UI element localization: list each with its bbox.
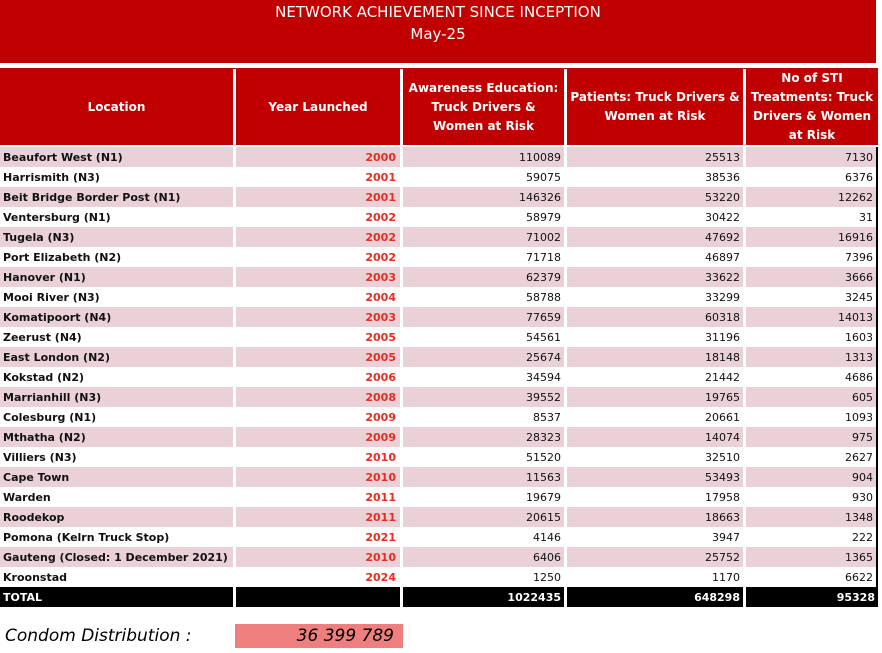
cell-awareness: 51520 (403, 447, 567, 467)
cell-location: Beit Bridge Border Post (N1) (0, 187, 236, 207)
cell-location: Komatipoort (N4) (0, 307, 236, 327)
cell-patients: 19765 (567, 387, 746, 407)
cell-location: Tugela (N3) (0, 227, 236, 247)
total-sti: 95328 (746, 587, 878, 607)
cell-sti: 605 (746, 387, 878, 407)
cell-year: 2005 (236, 347, 403, 367)
table-row (0, 407, 878, 427)
cell-awareness: 58979 (403, 207, 567, 227)
cell-location: Hanover (N1) (0, 267, 236, 287)
col-patients: Patients: Truck Drivers & Women at Risk (567, 69, 746, 147)
cell-location: Kroonstad (0, 567, 236, 587)
cell-awareness: 11563 (403, 467, 567, 487)
condom-label: Condom Distribution : (5, 626, 192, 646)
col-sti: No of STI Treatments: Truck Drivers & Women at Risk (746, 69, 878, 147)
achievement-table (0, 69, 878, 607)
total-patients: 648298 (567, 587, 746, 607)
cell-awareness: 4146 (403, 527, 567, 547)
table-row (0, 227, 878, 247)
cell-awareness: 20615 (403, 507, 567, 527)
cell-awareness: 71718 (403, 247, 567, 267)
condom-value: 36 399 789 (235, 624, 403, 648)
cell-patients: 30422 (567, 207, 746, 227)
cell-location: Villiers (N3) (0, 447, 236, 467)
table-row (0, 147, 878, 167)
table-row (0, 487, 878, 507)
cell-year: 2024 (236, 567, 403, 587)
cell-sti: 1348 (746, 507, 878, 527)
cell-patients: 53220 (567, 187, 746, 207)
total-label: TOTAL (0, 587, 236, 607)
cell-awareness: 19679 (403, 487, 567, 507)
cell-patients: 14074 (567, 427, 746, 447)
cell-location: Ventersburg (N1) (0, 207, 236, 227)
title-banner (0, 0, 876, 63)
table-row (0, 547, 878, 567)
cell-year: 2010 (236, 467, 403, 487)
cell-year: 2002 (236, 227, 403, 247)
cell-sti: 1603 (746, 327, 878, 347)
cell-awareness: 110089 (403, 147, 567, 167)
cell-year: 2009 (236, 427, 403, 447)
cell-year: 2009 (236, 407, 403, 427)
cell-patients: 47692 (567, 227, 746, 247)
cell-patients: 25513 (567, 147, 746, 167)
cell-year: 2021 (236, 527, 403, 547)
cell-year: 2010 (236, 447, 403, 467)
cell-sti: 1093 (746, 407, 878, 427)
cell-patients: 33299 (567, 287, 746, 307)
col-location: Location (0, 69, 236, 147)
header-row (0, 69, 878, 147)
cell-patients: 25752 (567, 547, 746, 567)
cell-location: Marrianhill (N3) (0, 387, 236, 407)
cell-location: Pomona (Kelrn Truck Stop) (0, 527, 236, 547)
cell-year: 2010 (236, 547, 403, 567)
cell-year: 2003 (236, 267, 403, 287)
table-body (0, 147, 878, 607)
cell-sti: 31 (746, 207, 878, 227)
cell-sti: 7130 (746, 147, 878, 167)
table-row (0, 287, 878, 307)
cell-awareness: 6406 (403, 547, 567, 567)
cell-awareness: 39552 (403, 387, 567, 407)
cell-sti: 3245 (746, 287, 878, 307)
total-row (0, 587, 878, 607)
cell-location: East London (N2) (0, 347, 236, 367)
cell-patients: 17958 (567, 487, 746, 507)
cell-location: Cape Town (0, 467, 236, 487)
cell-location: Kokstad (N2) (0, 367, 236, 387)
cell-year: 2002 (236, 207, 403, 227)
cell-awareness: 62379 (403, 267, 567, 287)
cell-patients: 32510 (567, 447, 746, 467)
cell-sti: 975 (746, 427, 878, 447)
cell-patients: 1170 (567, 567, 746, 587)
cell-patients: 60318 (567, 307, 746, 327)
cell-year: 2001 (236, 167, 403, 187)
cell-sti: 930 (746, 487, 878, 507)
cell-sti: 7396 (746, 247, 878, 267)
table-row (0, 327, 878, 347)
cell-location: Colesburg (N1) (0, 407, 236, 427)
cell-patients: 33622 (567, 267, 746, 287)
cell-awareness: 25674 (403, 347, 567, 367)
cell-patients: 3947 (567, 527, 746, 547)
table-row (0, 307, 878, 327)
cell-patients: 20661 (567, 407, 746, 427)
table-row (0, 347, 878, 367)
total-year (236, 587, 403, 607)
cell-location: Mthatha (N2) (0, 427, 236, 447)
cell-sti: 16916 (746, 227, 878, 247)
table-row (0, 467, 878, 487)
cell-year: 2006 (236, 367, 403, 387)
cell-year: 2008 (236, 387, 403, 407)
report-date: May-25 (410, 25, 466, 43)
table-row (0, 447, 878, 467)
table-row (0, 507, 878, 527)
cell-sti: 6622 (746, 567, 878, 587)
cell-patients: 31196 (567, 327, 746, 347)
cell-sti: 3666 (746, 267, 878, 287)
cell-patients: 53493 (567, 467, 746, 487)
cell-awareness: 34594 (403, 367, 567, 387)
cell-sti: 222 (746, 527, 878, 547)
table-row (0, 427, 878, 447)
table-row (0, 247, 878, 267)
cell-sti: 2627 (746, 447, 878, 467)
cell-year: 2001 (236, 187, 403, 207)
cell-location: Zeerust (N4) (0, 327, 236, 347)
cell-year: 2004 (236, 287, 403, 307)
report-title: NETWORK ACHIEVEMENT SINCE INCEPTION (275, 3, 601, 21)
cell-location: Gauteng (Closed: 1 December 2021) (0, 547, 236, 567)
cell-awareness: 1250 (403, 567, 567, 587)
cell-location: Harrismith (N3) (0, 167, 236, 187)
cell-location: Beaufort West (N1) (0, 147, 236, 167)
col-awareness: Awareness Education: Truck Drivers & Women at Risk (403, 69, 567, 147)
cell-year: 2011 (236, 487, 403, 507)
table-row (0, 387, 878, 407)
cell-year: 2000 (236, 147, 403, 167)
cell-location: Roodekop (0, 507, 236, 527)
cell-awareness: 77659 (403, 307, 567, 327)
table-row (0, 267, 878, 287)
cell-awareness: 146326 (403, 187, 567, 207)
cell-awareness: 71002 (403, 227, 567, 247)
col-year: Year Launched (236, 69, 403, 147)
cell-awareness: 58788 (403, 287, 567, 307)
table-row (0, 187, 878, 207)
cell-patients: 18148 (567, 347, 746, 367)
cell-location: Port Elizabeth (N2) (0, 247, 236, 267)
cell-year: 2011 (236, 507, 403, 527)
cell-sti: 1365 (746, 547, 878, 567)
cell-patients: 46897 (567, 247, 746, 267)
table-row (0, 527, 878, 547)
cell-year: 2003 (236, 307, 403, 327)
cell-awareness: 54561 (403, 327, 567, 347)
cell-patients: 21442 (567, 367, 746, 387)
table-row (0, 567, 878, 587)
cell-sti: 6376 (746, 167, 878, 187)
cell-sti: 1313 (746, 347, 878, 367)
cell-awareness: 8537 (403, 407, 567, 427)
cell-patients: 38536 (567, 167, 746, 187)
cell-awareness: 28323 (403, 427, 567, 447)
table-row (0, 167, 878, 187)
table-row (0, 367, 878, 387)
cell-sti: 14013 (746, 307, 878, 327)
cell-year: 2005 (236, 327, 403, 347)
table-row (0, 207, 878, 227)
cell-patients: 18663 (567, 507, 746, 527)
cell-awareness: 59075 (403, 167, 567, 187)
cell-location: Warden (0, 487, 236, 507)
cell-sti: 904 (746, 467, 878, 487)
cell-location: Mooi River (N3) (0, 287, 236, 307)
cell-sti: 4686 (746, 367, 878, 387)
cell-year: 2002 (236, 247, 403, 267)
total-awareness: 1022435 (403, 587, 567, 607)
cell-sti: 12262 (746, 187, 878, 207)
